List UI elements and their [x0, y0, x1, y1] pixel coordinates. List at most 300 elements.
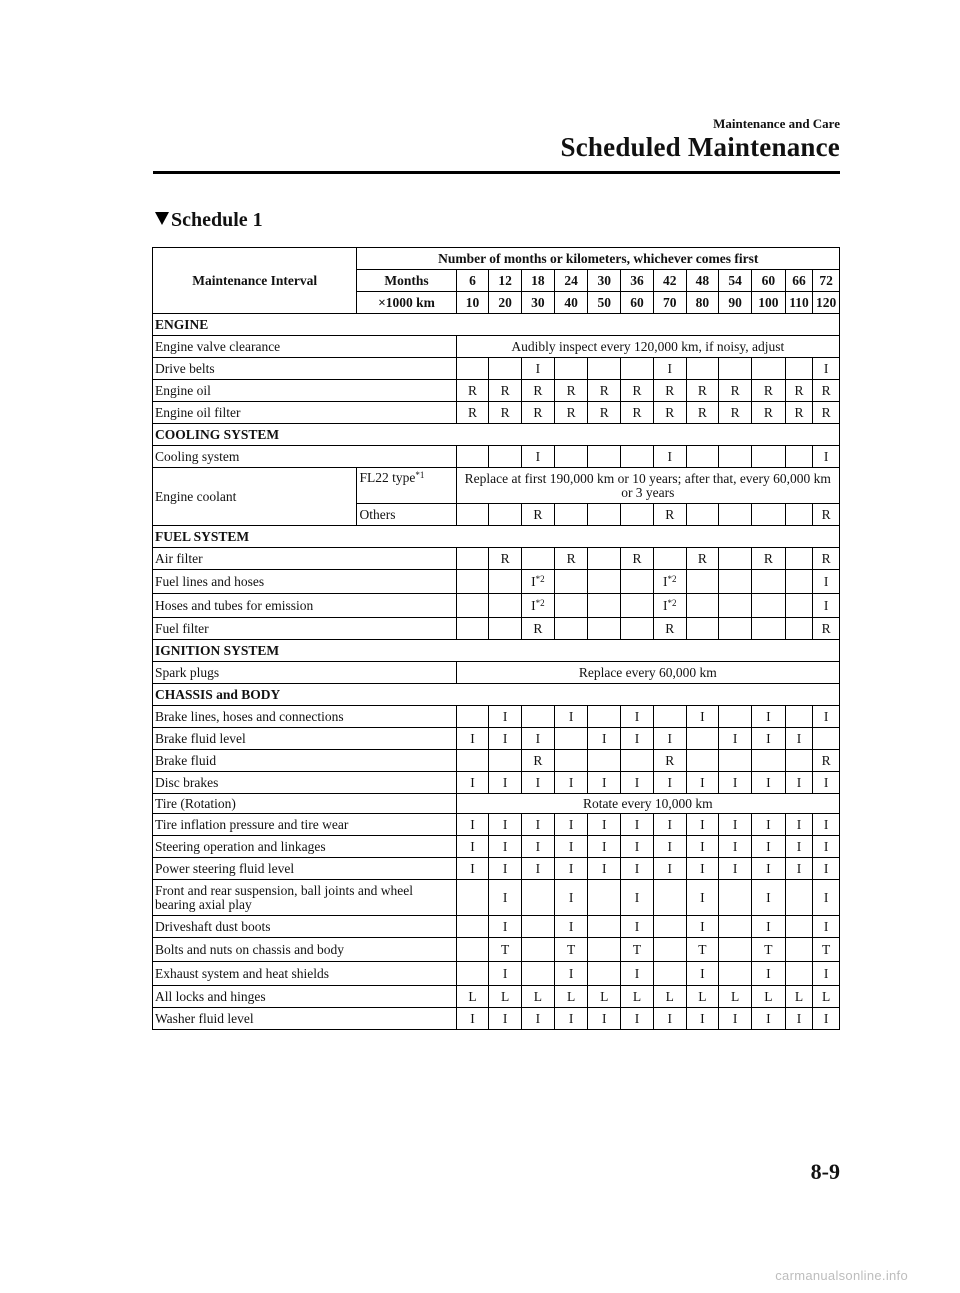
- interval-cell: [588, 570, 621, 594]
- interval-cell: [751, 618, 785, 640]
- interval-cell: [456, 548, 489, 570]
- interval-cell: R: [554, 402, 588, 424]
- km-cell: 100: [751, 292, 785, 314]
- month-cell: 36: [621, 270, 654, 292]
- km-cell: 110: [785, 292, 813, 314]
- interval-cell: I: [686, 836, 719, 858]
- interval-cell: I: [489, 962, 522, 986]
- interval-cell: [554, 728, 588, 750]
- interval-cell: [489, 618, 522, 640]
- interval-cell: I: [456, 728, 489, 750]
- interval-cell: T: [751, 938, 785, 962]
- interval-cell: I: [813, 916, 840, 938]
- interval-cell: R: [522, 380, 555, 402]
- interval-cell: [621, 750, 654, 772]
- row-label: Hoses and tubes for emission: [153, 594, 457, 618]
- row-label: Brake fluid level: [153, 728, 457, 750]
- interval-cell: I: [588, 772, 621, 794]
- interval-cell: L: [554, 986, 588, 1008]
- interval-cell: R: [751, 380, 785, 402]
- interval-cell: [813, 570, 840, 594]
- interval-cell: [554, 750, 588, 772]
- triangle-down-icon: [155, 212, 169, 225]
- row-label: Bolts and nuts on chassis and body: [153, 938, 457, 962]
- interval-cell: I: [686, 772, 719, 794]
- row-label: [153, 880, 457, 916]
- km-cell: 70: [653, 292, 686, 314]
- row-label: Engine valve clearance: [153, 336, 457, 358]
- interval-cell: [751, 750, 785, 772]
- category-row: [153, 640, 840, 662]
- interval-cell: L: [785, 986, 813, 1008]
- interval-cell: I: [621, 880, 654, 916]
- interval-cell: [719, 962, 752, 986]
- interval-cell: I: [813, 1008, 840, 1030]
- interval-cell: [686, 570, 719, 594]
- interval-cell: L: [588, 986, 621, 1008]
- interval-cell: I: [653, 1008, 686, 1030]
- month-cell: 24: [554, 270, 588, 292]
- interval-cell: I: [588, 858, 621, 880]
- interval-cell: [785, 570, 813, 594]
- month-cell: 6: [456, 270, 489, 292]
- interval-cell: I: [489, 706, 522, 728]
- table-row: [153, 662, 840, 684]
- month-cell: 48: [686, 270, 719, 292]
- interval-cell: [719, 358, 752, 380]
- interval-cell: [813, 594, 840, 618]
- interval-cell: [588, 504, 621, 526]
- interval-mark: I: [531, 573, 536, 589]
- interval-cell: [751, 594, 785, 618]
- month-cell: 42: [653, 270, 686, 292]
- interval-cell: [621, 570, 654, 594]
- interval-cell: [456, 358, 489, 380]
- interval-cell: R: [653, 402, 686, 424]
- interval-cell: I: [554, 814, 588, 836]
- interval-cell: [554, 570, 588, 594]
- interval-cell: [653, 706, 686, 728]
- interval-cell: R: [456, 402, 489, 424]
- interval-cell: I: [785, 1008, 813, 1030]
- interval-cell: I: [785, 858, 813, 880]
- interval-cell: [588, 962, 621, 986]
- interval-cell: I: [456, 836, 489, 858]
- interval-cell: R: [813, 750, 840, 772]
- interval-cell: I: [813, 858, 840, 880]
- table-row: [153, 380, 840, 402]
- interval-cell: R: [489, 548, 522, 570]
- interval-cell: I: [813, 880, 840, 916]
- table-row: [153, 728, 840, 750]
- interval-cell: [456, 504, 489, 526]
- interval-cell: I: [751, 916, 785, 938]
- interval-cell: R: [653, 618, 686, 640]
- interval-cell: I: [554, 880, 588, 916]
- footnote-marker: *2: [535, 573, 545, 584]
- interval-cell: L: [522, 986, 555, 1008]
- interval-cell: [719, 548, 752, 570]
- interval-cell: R: [813, 618, 840, 640]
- interval-cell: I: [813, 706, 840, 728]
- interval-cell: I: [719, 858, 752, 880]
- interval-cell: I: [554, 772, 588, 794]
- row-label: Engine oil filter: [153, 402, 457, 424]
- interval-cell: I: [489, 880, 522, 916]
- interval-cell: I: [489, 814, 522, 836]
- table-row: [153, 336, 840, 358]
- interval-cell: I: [522, 446, 555, 468]
- coolant-others-label: Others: [357, 504, 456, 526]
- interval-cell: [686, 446, 719, 468]
- interval-cell: [653, 938, 686, 962]
- interval-cell: [588, 750, 621, 772]
- interval-cell: I: [588, 728, 621, 750]
- interval-cell: I: [588, 1008, 621, 1030]
- category-fuel: FUEL SYSTEM: [153, 526, 840, 548]
- category-engine: ENGINE: [153, 314, 840, 336]
- interval-cell: [554, 504, 588, 526]
- interval-cell: I: [813, 446, 840, 468]
- interval-cell: [785, 446, 813, 468]
- interval-cell: I: [686, 706, 719, 728]
- interval-cell: I: [621, 1008, 654, 1030]
- interval-cell: [719, 594, 752, 618]
- row-label: Tire inflation pressure and tire wear: [153, 814, 457, 836]
- interval-cell: [456, 446, 489, 468]
- header-rule: [153, 171, 840, 174]
- interval-cell: [751, 446, 785, 468]
- interval-cell: I: [813, 836, 840, 858]
- interval-cell: [489, 750, 522, 772]
- interval-cell: [522, 880, 555, 916]
- interval-cell: [751, 358, 785, 380]
- interval-cell: [686, 358, 719, 380]
- interval-cell: I: [719, 814, 752, 836]
- interval-cell: R: [653, 750, 686, 772]
- interval-cell: [456, 618, 489, 640]
- row-note: Replace every 60,000 km: [456, 662, 839, 684]
- interval-cell: I: [813, 814, 840, 836]
- table-row: [153, 880, 840, 916]
- interval-cell: [719, 706, 752, 728]
- km-label: ×1000 km: [357, 292, 456, 314]
- category-row: [153, 526, 840, 548]
- table-row: [153, 858, 840, 880]
- interval-cell: I: [813, 772, 840, 794]
- interval-cell: [785, 880, 813, 916]
- interval-cell: I: [522, 858, 555, 880]
- section-heading: [155, 209, 263, 232]
- interval-cell: R: [522, 402, 555, 424]
- category-row: [153, 684, 840, 706]
- interval-cell: [456, 916, 489, 938]
- interval-cell: [489, 358, 522, 380]
- month-cell: 12: [489, 270, 522, 292]
- month-cell: 60: [751, 270, 785, 292]
- month-cell: 54: [719, 270, 752, 292]
- table-row: [153, 962, 840, 986]
- interval-cell: R: [588, 380, 621, 402]
- interval-cell: [653, 548, 686, 570]
- interval-label: Maintenance Interval: [153, 248, 357, 314]
- interval-cell: I: [751, 1008, 785, 1030]
- row-note: Rotate every 10,000 km: [456, 794, 839, 814]
- interval-cell: I: [522, 358, 555, 380]
- category-row: [153, 424, 840, 446]
- interval-cell: I: [751, 962, 785, 986]
- interval-cell: [522, 548, 555, 570]
- row-label: Exhaust system and heat shields: [153, 962, 457, 986]
- interval-cell: [719, 916, 752, 938]
- interval-cell: I: [653, 358, 686, 380]
- interval-cell: [554, 618, 588, 640]
- interval-cell: I: [686, 1008, 719, 1030]
- interval-cell: [522, 594, 555, 618]
- interval-cell: L: [813, 986, 840, 1008]
- category-row: [153, 314, 840, 336]
- interval-cell: I: [751, 772, 785, 794]
- interval-cell: L: [621, 986, 654, 1008]
- interval-cell: R: [686, 380, 719, 402]
- interval-cell: [719, 446, 752, 468]
- interval-cell: [719, 504, 752, 526]
- interval-cell: [686, 594, 719, 618]
- interval-cell: [588, 548, 621, 570]
- row-label: Disc brakes: [153, 772, 457, 794]
- interval-cell: [522, 916, 555, 938]
- footnote-marker: *2: [667, 573, 677, 584]
- interval-cell: [489, 594, 522, 618]
- interval-cell: I: [554, 836, 588, 858]
- interval-cell: I: [686, 814, 719, 836]
- interval-cell: I: [719, 772, 752, 794]
- interval-cell: R: [456, 380, 489, 402]
- interval-cell: [653, 570, 686, 594]
- interval-cell: [719, 570, 752, 594]
- interval-cell: I: [456, 1008, 489, 1030]
- interval-cell: I: [522, 772, 555, 794]
- row-label-line: Front and rear suspension, ball joints and wheel: [155, 882, 413, 898]
- interval-cell: I: [554, 962, 588, 986]
- interval-cell: [588, 938, 621, 962]
- row-label: Washer fluid level: [153, 1008, 457, 1030]
- interval-cell: [489, 446, 522, 468]
- interval-cell: R: [621, 380, 654, 402]
- interval-cell: T: [489, 938, 522, 962]
- table-row: [153, 814, 840, 836]
- interval-cell: [554, 594, 588, 618]
- interval-cell: I: [686, 880, 719, 916]
- interval-cell: [522, 962, 555, 986]
- watermark-text: carmanualsonline.info: [775, 1268, 908, 1283]
- row-label: Brake lines, hoses and connections: [153, 706, 457, 728]
- interval-cell: L: [686, 986, 719, 1008]
- interval-mark: I: [823, 597, 829, 613]
- interval-cell: I: [456, 772, 489, 794]
- interval-cell: I: [489, 772, 522, 794]
- interval-cell: I: [751, 814, 785, 836]
- month-cell: 72: [813, 270, 840, 292]
- interval-cell: [489, 570, 522, 594]
- interval-cell: R: [621, 548, 654, 570]
- table-row: [153, 916, 840, 938]
- interval-cell: R: [813, 548, 840, 570]
- interval-cell: [588, 916, 621, 938]
- table-row: [153, 938, 840, 962]
- interval-cell: I: [813, 962, 840, 986]
- row-label: Tire (Rotation): [153, 794, 457, 814]
- interval-cell: [719, 880, 752, 916]
- interval-cell: [719, 750, 752, 772]
- interval-cell: [588, 618, 621, 640]
- interval-cell: [456, 750, 489, 772]
- km-cell: 80: [686, 292, 719, 314]
- table-row: [153, 772, 840, 794]
- interval-cell: R: [719, 402, 752, 424]
- interval-cell: R: [686, 548, 719, 570]
- km-cell: 30: [522, 292, 555, 314]
- interval-cell: R: [621, 402, 654, 424]
- interval-cell: I: [653, 836, 686, 858]
- table-row: [153, 836, 840, 858]
- category-chassis: CHASSIS and BODY: [153, 684, 840, 706]
- coolant-fl22-label: [357, 468, 456, 504]
- fl22-text: FL22 type: [359, 470, 416, 485]
- interval-cell: [456, 962, 489, 986]
- interval-cell: R: [522, 750, 555, 772]
- interval-cell: I: [621, 962, 654, 986]
- row-note: Audibly inspect every 120,000 km, if noisy, adjust: [456, 336, 839, 358]
- interval-cell: [686, 618, 719, 640]
- interval-cell: [621, 594, 654, 618]
- km-cell: 10: [456, 292, 489, 314]
- months-label: Months: [357, 270, 456, 292]
- interval-cell: [456, 880, 489, 916]
- interval-cell: [489, 504, 522, 526]
- table-row: [153, 1008, 840, 1030]
- interval-cell: I: [522, 814, 555, 836]
- interval-cell: [653, 880, 686, 916]
- interval-cell: R: [489, 402, 522, 424]
- interval-cell: [588, 358, 621, 380]
- interval-cell: [719, 938, 752, 962]
- interval-cell: I: [621, 916, 654, 938]
- row-label: All locks and hinges: [153, 986, 457, 1008]
- table-row: [153, 794, 840, 814]
- interval-mark: I: [662, 573, 668, 589]
- chapter-label: Maintenance and Care: [713, 116, 840, 131]
- interval-cell: I: [522, 836, 555, 858]
- table-row: [153, 446, 840, 468]
- month-cell: 18: [522, 270, 555, 292]
- interval-cell: [588, 880, 621, 916]
- interval-cell: I: [621, 772, 654, 794]
- table-row: [153, 570, 840, 594]
- table-row: [153, 986, 840, 1008]
- interval-cell: [554, 358, 588, 380]
- row-label: Fuel filter: [153, 618, 457, 640]
- interval-cell: I: [489, 858, 522, 880]
- interval-cell: [456, 594, 489, 618]
- row-label: Driveshaft dust boots: [153, 916, 457, 938]
- month-cell: 30: [588, 270, 621, 292]
- table-row: [153, 402, 840, 424]
- interval-cell: [785, 916, 813, 938]
- km-cell: 50: [588, 292, 621, 314]
- interval-cell: [554, 446, 588, 468]
- interval-cell: I: [653, 446, 686, 468]
- km-cell: 40: [554, 292, 588, 314]
- maintenance-schedule-table: [152, 247, 840, 1030]
- row-label: Cooling system: [153, 446, 457, 468]
- category-ignition: IGNITION SYSTEM: [153, 640, 840, 662]
- interval-mark: I: [662, 597, 668, 613]
- interval-cell: R: [785, 402, 813, 424]
- interval-cell: [785, 962, 813, 986]
- row-label: Drive belts: [153, 358, 457, 380]
- interval-cell: [456, 706, 489, 728]
- table-row: [153, 358, 840, 380]
- footnote-marker: *1: [415, 470, 425, 480]
- interval-cell: T: [686, 938, 719, 962]
- interval-cell: I: [653, 772, 686, 794]
- interval-cell: [785, 358, 813, 380]
- interval-cell: I: [456, 858, 489, 880]
- interval-cell: [785, 618, 813, 640]
- interval-cell: I: [489, 728, 522, 750]
- interval-cell: I: [653, 814, 686, 836]
- interval-cell: R: [813, 402, 840, 424]
- interval-cell: I: [785, 772, 813, 794]
- interval-cell: [653, 916, 686, 938]
- interval-cell: [621, 358, 654, 380]
- interval-cell: R: [686, 402, 719, 424]
- interval-cell: [588, 706, 621, 728]
- interval-cell: R: [653, 380, 686, 402]
- interval-mark: I: [531, 597, 536, 613]
- section-title: Schedule 1: [171, 209, 263, 231]
- interval-cell: I: [653, 728, 686, 750]
- interval-cell: I: [489, 1008, 522, 1030]
- interval-cell: I: [751, 858, 785, 880]
- interval-cell: R: [554, 380, 588, 402]
- page-number: 8-9: [810, 1159, 840, 1184]
- interval-mark: I: [823, 573, 829, 589]
- interval-cell: [456, 938, 489, 962]
- interval-cell: T: [621, 938, 654, 962]
- interval-cell: R: [785, 380, 813, 402]
- row-label-line: bearing axial play: [155, 896, 252, 912]
- interval-cell: [588, 594, 621, 618]
- interval-cell: [785, 594, 813, 618]
- interval-cell: [621, 504, 654, 526]
- interval-cell: I: [554, 858, 588, 880]
- row-label: Fuel lines and hoses: [153, 570, 457, 594]
- interval-cell: L: [719, 986, 752, 1008]
- header-row-span: [153, 248, 840, 270]
- interval-cell: [785, 504, 813, 526]
- interval-cell: [588, 446, 621, 468]
- km-cell: 90: [719, 292, 752, 314]
- table-row: [153, 750, 840, 772]
- interval-cell: [653, 962, 686, 986]
- footnote-marker: *2: [667, 597, 677, 608]
- row-label: Engine coolant: [153, 468, 357, 526]
- interval-cell: L: [489, 986, 522, 1008]
- interval-cell: I: [686, 858, 719, 880]
- table-row: [153, 706, 840, 728]
